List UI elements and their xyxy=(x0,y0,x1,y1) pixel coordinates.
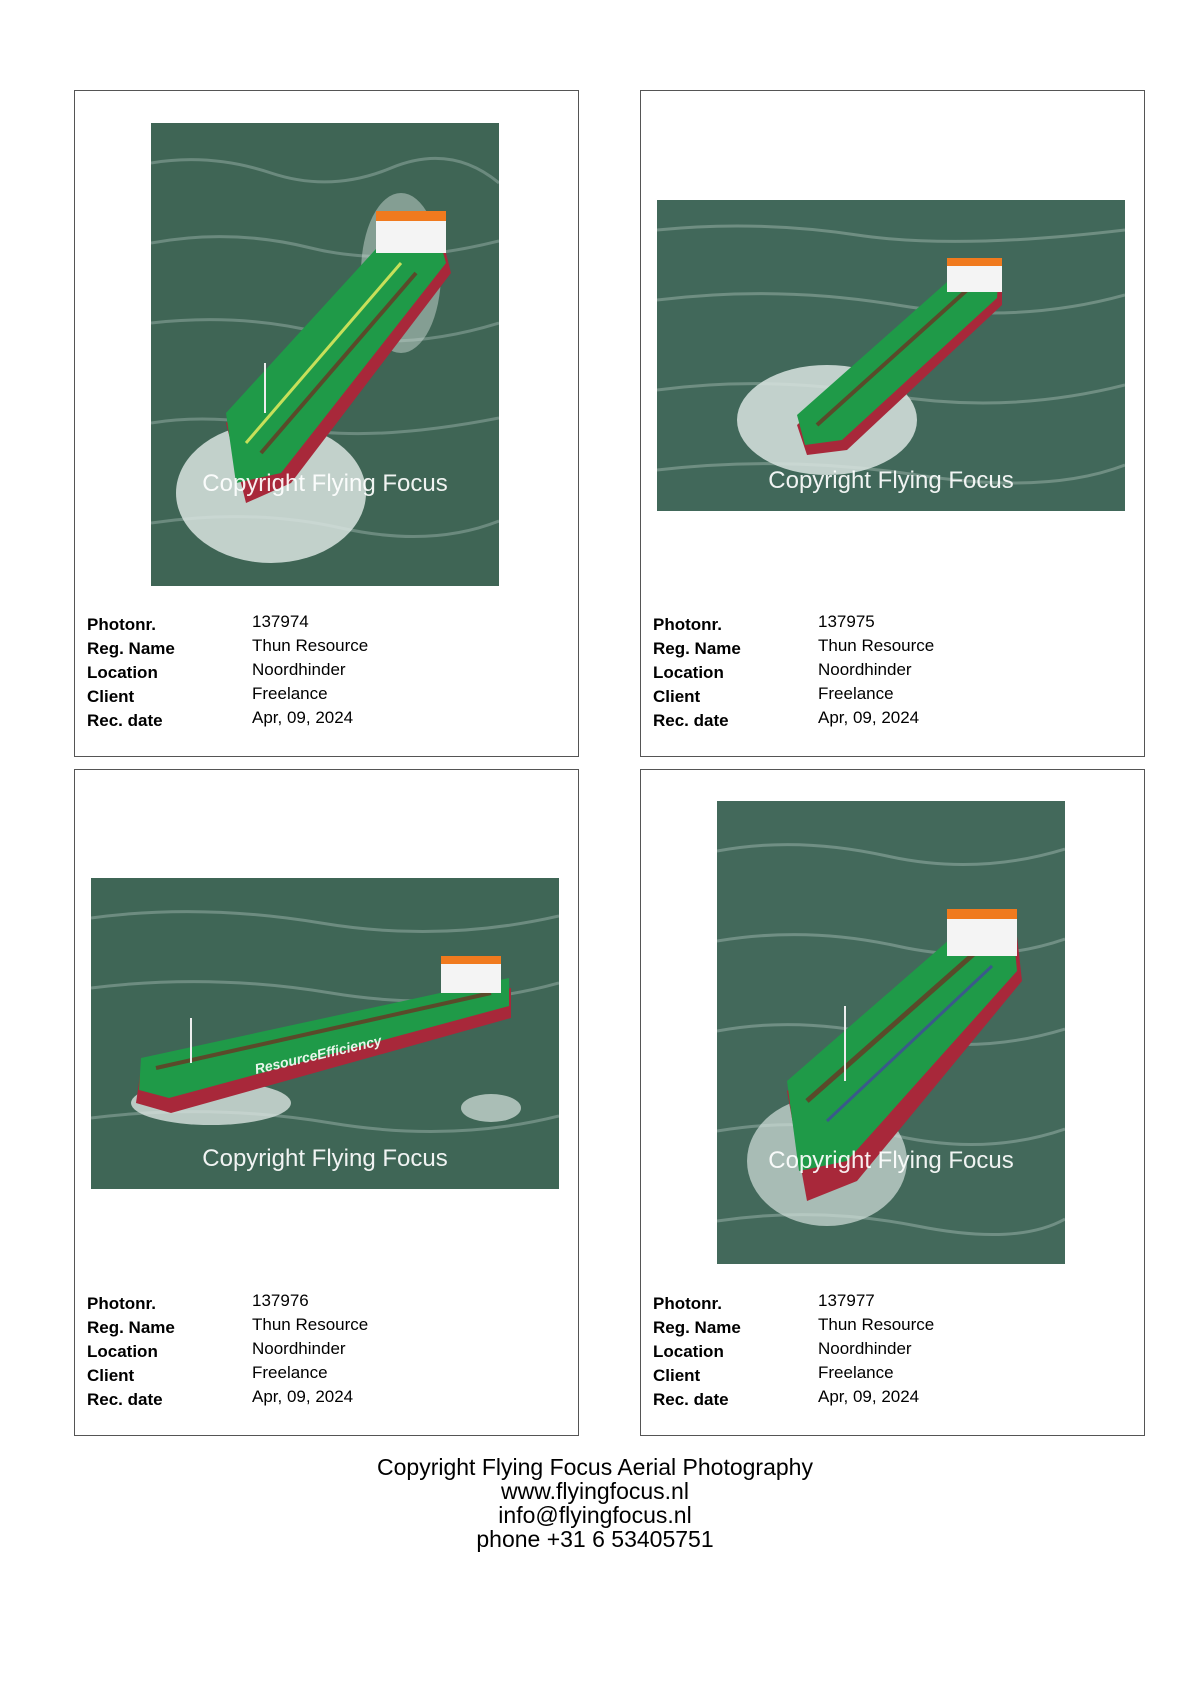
photonr-label: Photonr. xyxy=(653,1294,722,1313)
reg-name-label: Reg. Name xyxy=(87,639,175,658)
photonr-label: Photonr. xyxy=(87,1294,156,1313)
rec-date-label: Rec. date xyxy=(87,1390,163,1409)
photonr-value: 137974 xyxy=(252,612,309,631)
ship-photo xyxy=(657,200,1125,511)
photonr-value: 137977 xyxy=(818,1291,875,1310)
photonr-label: Photonr. xyxy=(653,615,722,634)
photo-card-137977 xyxy=(640,769,1145,1436)
photo-watermark: Copyright Flying Focus xyxy=(202,470,448,497)
ship-photo xyxy=(717,801,1065,1264)
photonr-value: 137976 xyxy=(252,1291,309,1310)
location-value: Noordhinder xyxy=(818,1339,912,1358)
photo-card-137974 xyxy=(74,90,579,757)
photo-watermark: Copyright Flying Focus xyxy=(202,1145,448,1172)
client-value: Freelance xyxy=(252,684,328,703)
client-label: Client xyxy=(653,1366,701,1385)
location-value: Noordhinder xyxy=(252,660,346,679)
footer-email: info@flyingfocus.nl xyxy=(498,1502,692,1528)
reg-name-label: Reg. Name xyxy=(653,1318,741,1337)
reg-name-value: Thun Resource xyxy=(252,636,369,655)
photonr-value: 137975 xyxy=(818,612,875,631)
contact-footer xyxy=(0,1455,1190,1551)
photo-card-137976 xyxy=(74,769,579,1436)
rec-date-value: Apr, 09, 2024 xyxy=(252,708,354,727)
rec-date-label: Rec. date xyxy=(653,1390,729,1409)
client-label: Client xyxy=(87,1366,135,1385)
location-label: Location xyxy=(87,1342,158,1361)
location-label: Location xyxy=(653,1342,724,1361)
client-label: Client xyxy=(653,687,701,706)
location-value: Noordhinder xyxy=(252,1339,346,1358)
photo-metadata xyxy=(87,1291,547,1411)
svg-text:ResourceEfficiency: ResourceEfficiency xyxy=(253,1032,384,1077)
photonr-label: Photonr. xyxy=(87,615,156,634)
reg-name-value: Thun Resource xyxy=(818,1315,935,1334)
rec-date-value: Apr, 09, 2024 xyxy=(818,1387,920,1406)
client-value: Freelance xyxy=(818,684,894,703)
photo-metadata xyxy=(653,612,1113,732)
footer-copyright: Copyright Flying Focus Aerial Photography xyxy=(377,1454,813,1480)
rec-date-value: Apr, 09, 2024 xyxy=(252,1387,354,1406)
photo-metadata xyxy=(653,1291,1113,1411)
reg-name-value: Thun Resource xyxy=(252,1315,369,1334)
reg-name-value: Thun Resource xyxy=(818,636,935,655)
reg-name-label: Reg. Name xyxy=(653,639,741,658)
photo-card-137975 xyxy=(640,90,1145,757)
photo-metadata xyxy=(87,612,547,732)
client-label: Client xyxy=(87,687,135,706)
footer-website: www.flyingfocus.nl xyxy=(501,1478,689,1504)
rec-date-value: Apr, 09, 2024 xyxy=(818,708,920,727)
photo-watermark: Copyright Flying Focus xyxy=(768,1147,1014,1174)
client-value: Freelance xyxy=(818,1363,894,1382)
rec-date-label: Rec. date xyxy=(653,711,729,730)
client-value: Freelance xyxy=(252,1363,328,1382)
ship-photo xyxy=(151,123,499,586)
ship-photo xyxy=(91,878,559,1189)
location-value: Noordhinder xyxy=(818,660,912,679)
footer-phone: phone +31 6 53405751 xyxy=(476,1526,714,1552)
photo-watermark: Copyright Flying Focus xyxy=(768,467,1014,494)
location-label: Location xyxy=(653,663,724,682)
reg-name-label: Reg. Name xyxy=(87,1318,175,1337)
rec-date-label: Rec. date xyxy=(87,711,163,730)
location-label: Location xyxy=(87,663,158,682)
